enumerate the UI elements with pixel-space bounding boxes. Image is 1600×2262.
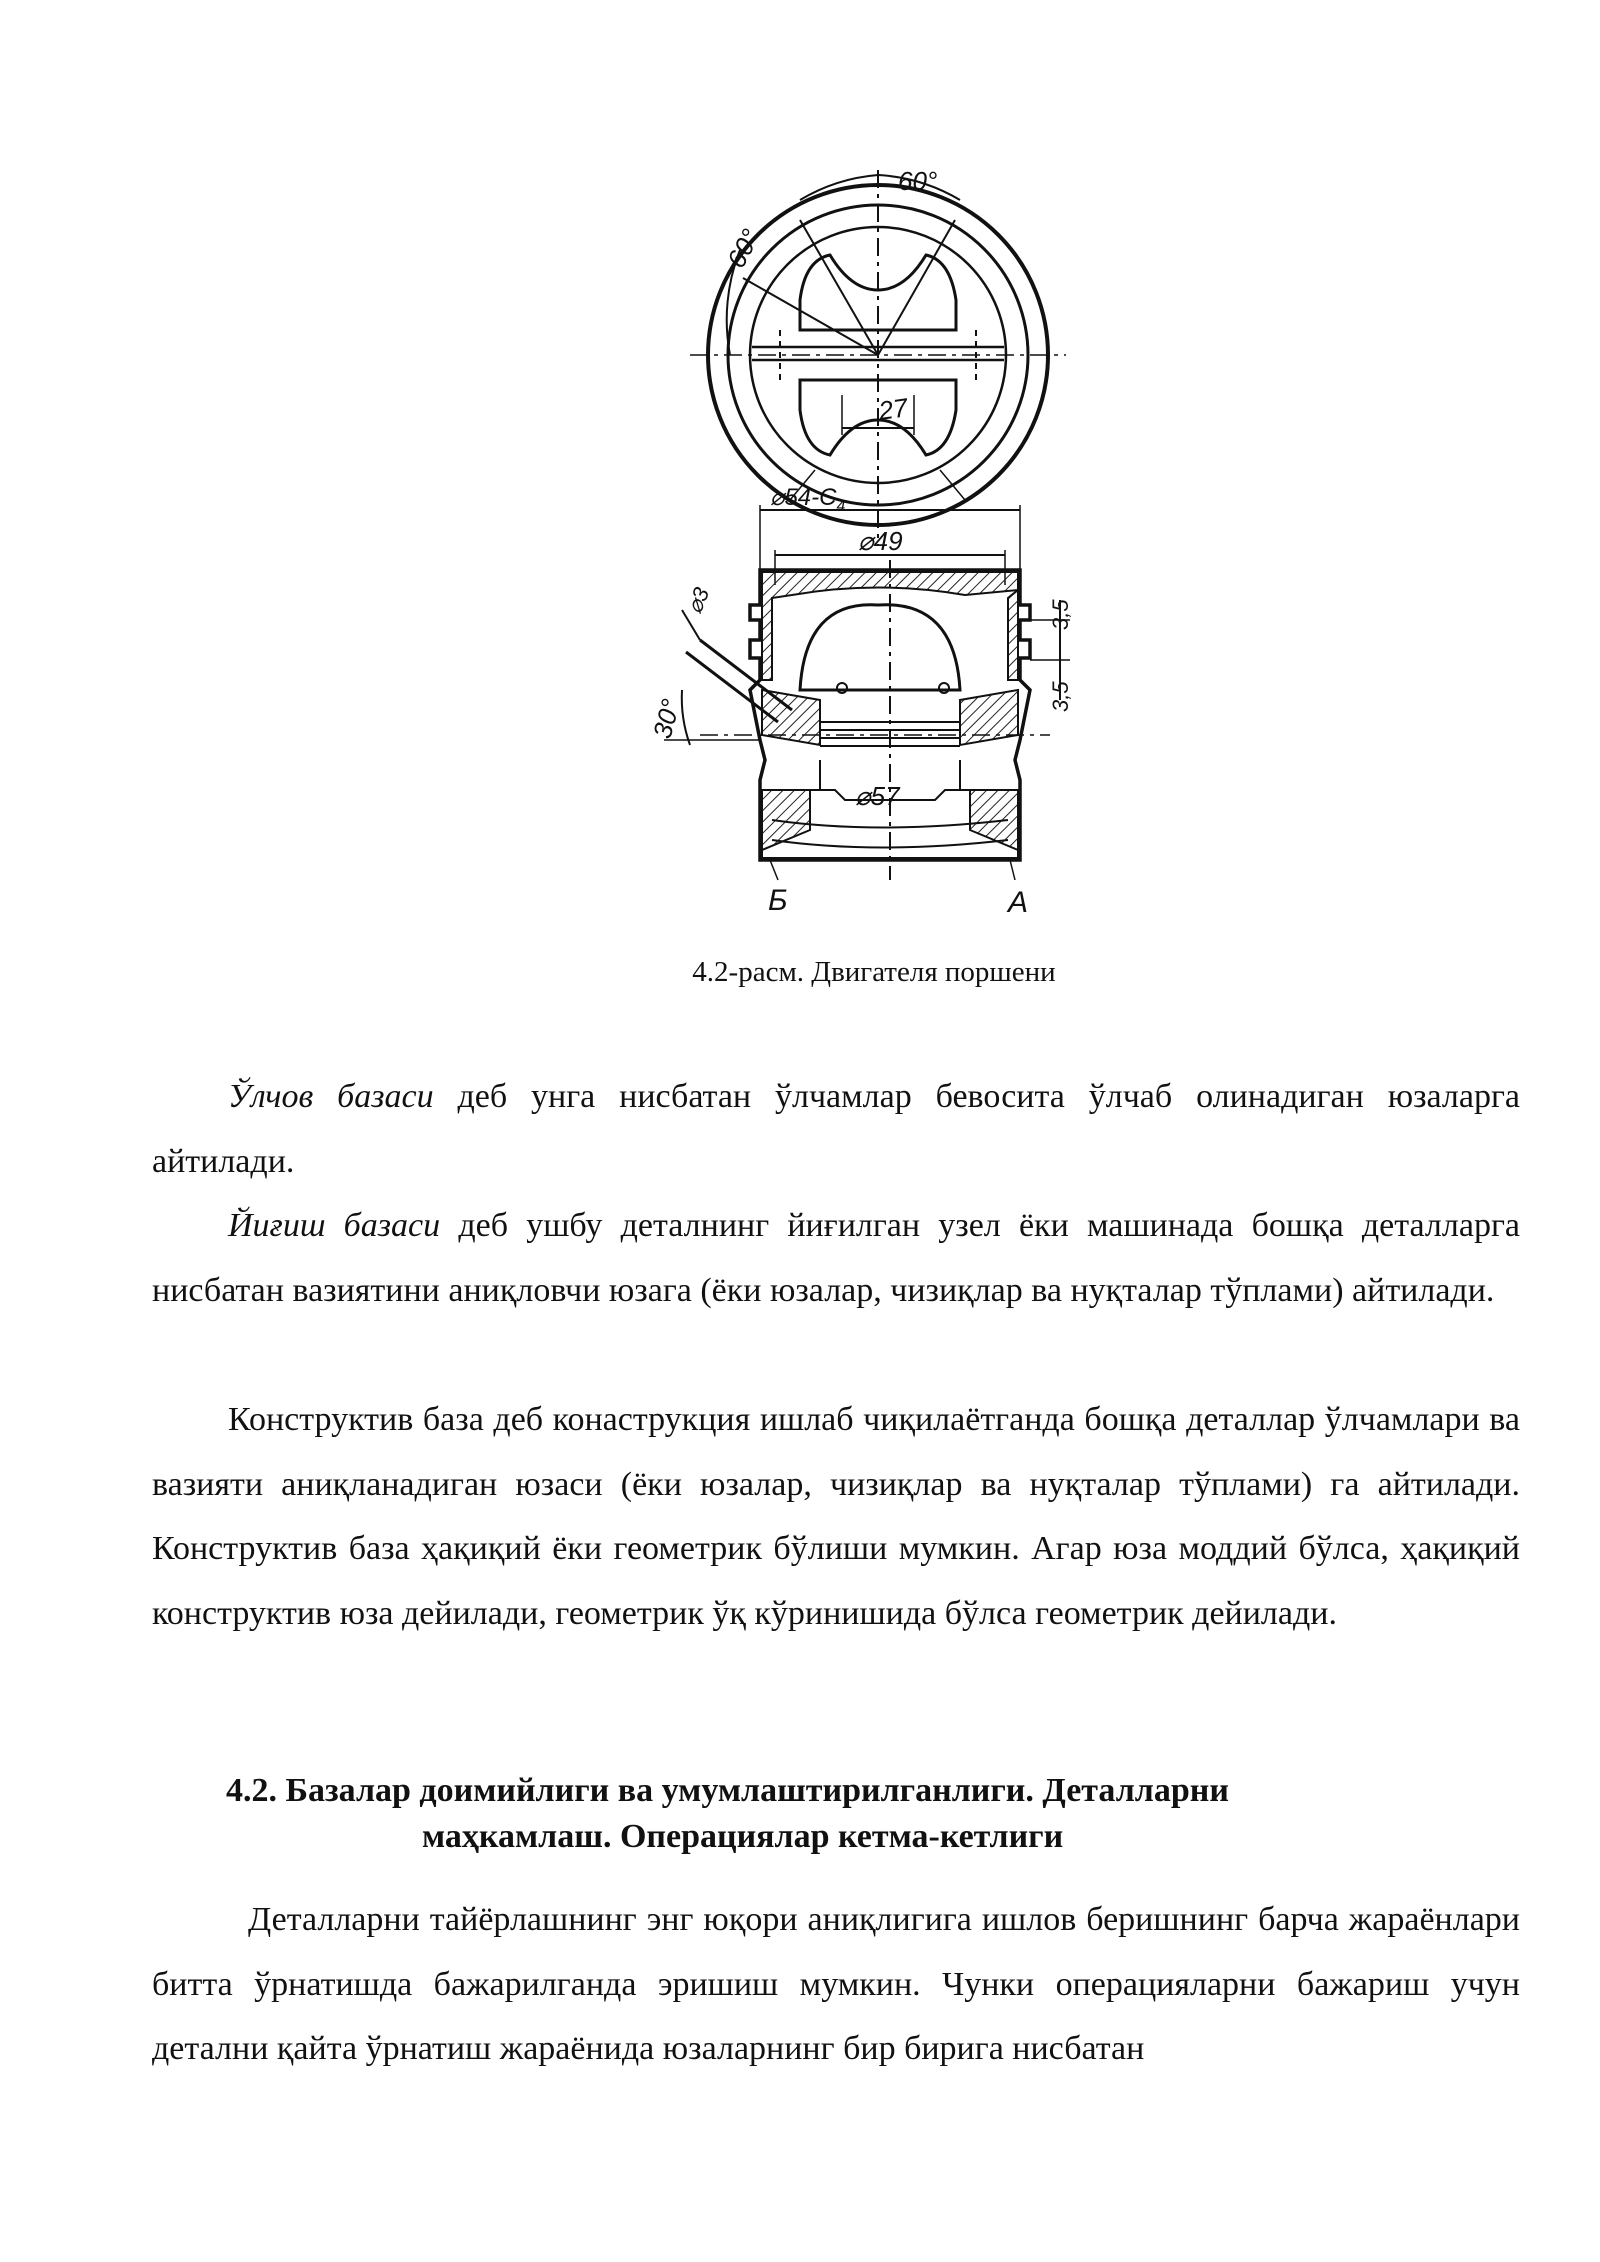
paragraph-measuring-base <box>152 1065 1520 1194</box>
paragraph-design-base-text: Конструктив база деб конаструкция ишлаб чиқилаётганда бошқа деталлар ўлчамлари ва вазияти аниқланадиган юзаси (ёки юзалар, чизиқлар ва нуқталар тўплами) га айтилади. Конструктив база ҳақиқий ёки геометрик бўлиши мумкин. Агар юза моддий бўлса, ҳақиқий конструктив юза дейилади, геометрик ўқ кўринишида бўлса геометрик дейилади. <box>152 1401 1520 1632</box>
piston-section-view <box>664 505 1070 880</box>
term-assembly-base: Йиғиш базаси <box>228 1207 441 1244</box>
paragraph-precision <box>152 1888 1520 2082</box>
dim-angle-top: 60° <box>898 166 938 196</box>
piston-drawing <box>0 0 1600 940</box>
section-heading <box>152 1768 1520 1860</box>
paragraph-design-base <box>152 1388 1520 1646</box>
figure-caption: 4.2-расм. Двигателя поршени <box>692 956 1056 988</box>
section-heading-line2: маҳкамлаш. Операциялар кетма-кетлиги <box>422 1818 1064 1855</box>
label-a: А <box>1008 886 1029 919</box>
dim-3-5-top: 3,5 <box>1048 599 1073 630</box>
paragraph-measuring-base-text: деб унга нисбатан ўлчамлар бевосита ўлчаб олинадиган юзаларга айтилади. <box>152 1078 1521 1180</box>
label-b: Б <box>768 884 788 917</box>
paragraph-assembly-base-text: деб ушбу деталнинг йиғилган узел ёки машинада бошқа деталларга нисбатан вазиятини аниқловчи юзага (ёки юзалар, чизиқлар ва нуқталар тўплами) айтилади. <box>152 1207 1520 1309</box>
dim-3-5-bottom: 3,5 <box>1048 681 1073 712</box>
paragraph-assembly-base <box>152 1194 1520 1323</box>
dim-angle-left: 60° <box>720 224 766 273</box>
paragraph-precision-text: Деталларни тайёрлашнинг энг юқори аниқлигига ишлов беришнинг барча жараёнлари битта ўрнатишда бажарилганда эришиш мумкин. Чунки операцияларни бажариш учун детални қайта ўрнатиш жараёнида юзаларнинг бир бирига нисбатан <box>152 1901 1520 2067</box>
dim-width-27: 27 <box>876 392 910 426</box>
section-heading-line1: 4.2. Базалар доимийлиги ва умумлаштирилганлиги. Деталларни <box>226 1772 1229 1809</box>
dim-diameter-3: ⌀3 <box>681 583 715 617</box>
dim-diameter-49: ⌀49 <box>858 526 903 556</box>
dim-diameter-54: $⌀54-C_4$ <box>770 484 846 515</box>
term-measuring-base: Ўлчов базаси <box>228 1078 434 1115</box>
dim-angle-30: 30° <box>646 695 686 742</box>
dim-diameter-57: ⌀57 <box>855 781 900 811</box>
piston-top-view <box>690 170 1066 545</box>
